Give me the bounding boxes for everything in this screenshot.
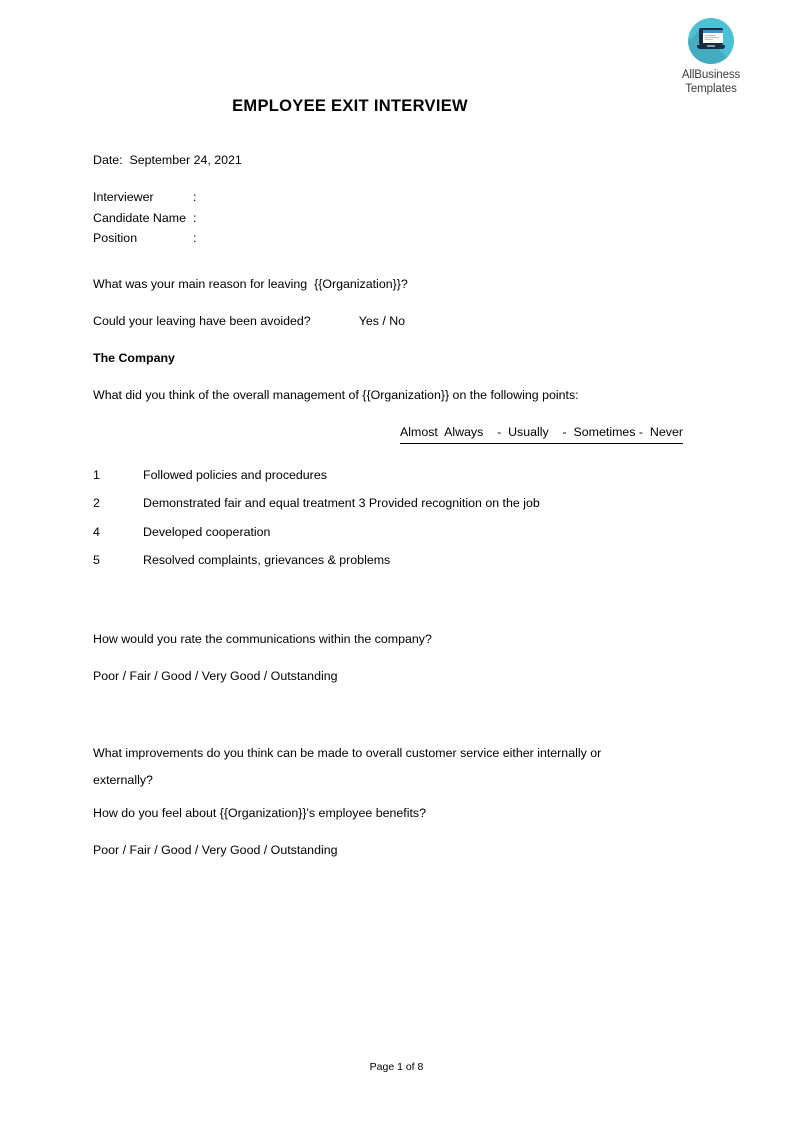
question-avoided-text: Could your leaving have been avoided? [93, 313, 311, 328]
laptop-screen [703, 30, 723, 43]
screen-titlebar [703, 30, 723, 33]
company-intro-text: What did you think of the overall management of {{Organization}} on the following points: [93, 387, 579, 402]
date-label: Date: [93, 153, 123, 167]
list-item-number: 1 [93, 467, 100, 482]
date-row [93, 150, 713, 170]
candidate-name-label: Candidate Name [93, 210, 186, 225]
rating-scale-header: Almost Always - Usually - Sometimes - Never [400, 422, 683, 444]
screen-text-line [705, 37, 719, 38]
screen-text-line [705, 35, 716, 36]
list-item-number: 4 [93, 524, 100, 539]
logo-text [659, 68, 763, 96]
list-item-text: Followed policies and procedures [143, 467, 327, 482]
list-item-text: Demonstrated fair and equal treatment 3 Provided recognition on the job [143, 496, 540, 510]
position-separator: : [193, 231, 197, 245]
candidate-name-field-row [93, 208, 713, 229]
allbusiness-templates-logo [659, 18, 763, 96]
list-item [93, 489, 713, 518]
position-field-row [93, 228, 713, 249]
list-item-number: 5 [93, 553, 100, 567]
question-avoided-row [93, 311, 713, 331]
interviewer-separator: : [193, 190, 197, 204]
laptop-glyph [697, 28, 725, 52]
document-body [93, 150, 713, 860]
question-communications: How would you rate the communications within the company? [93, 631, 432, 646]
list-item-number: 2 [93, 496, 100, 510]
logo-text-line1: AllBusiness [681, 69, 741, 81]
screen-text-line [705, 39, 713, 40]
question-avoided-answer[interactable]: Yes / No [358, 313, 406, 328]
page-title: EMPLOYEE EXIT INTERVIEW [232, 97, 468, 115]
page-footer: Page 1 of 8 [369, 1061, 424, 1073]
date-value: September 24, 2021 [129, 153, 242, 167]
rating-scale-header-row [93, 422, 713, 444]
position-label: Position [93, 231, 138, 245]
interviewer-label: Interviewer [93, 190, 154, 204]
candidate-name-separator: : [193, 210, 197, 225]
section-heading-the-company: The Company [93, 350, 175, 365]
question-improvements: What improvements do you think can be made to overall customer service either internally or externally? [93, 745, 602, 787]
list-item [93, 461, 713, 490]
laptop-body [699, 28, 723, 45]
list-item-text: Developed cooperation [143, 524, 271, 539]
laptop-icon [688, 18, 734, 64]
question-benefits: How do you feel about {{Organization}}'s employee benefits? [93, 805, 427, 820]
logo-text-line2: Templates [685, 83, 737, 95]
list-item [93, 518, 713, 547]
benefits-rating-scale[interactable]: Poor / Fair / Good / Very Good / Outstanding [93, 842, 338, 857]
list-item [93, 546, 713, 575]
list-item-text: Resolved complaints, grievances & problems [143, 553, 391, 567]
communications-rating-scale[interactable]: Poor / Fair / Good / Very Good / Outstanding [93, 668, 338, 683]
laptop-trackpad-notch [707, 45, 715, 47]
interviewer-field-row [93, 187, 713, 208]
question-reason-for-leaving: What was your main reason for leaving {{Organization}}? [93, 276, 408, 291]
